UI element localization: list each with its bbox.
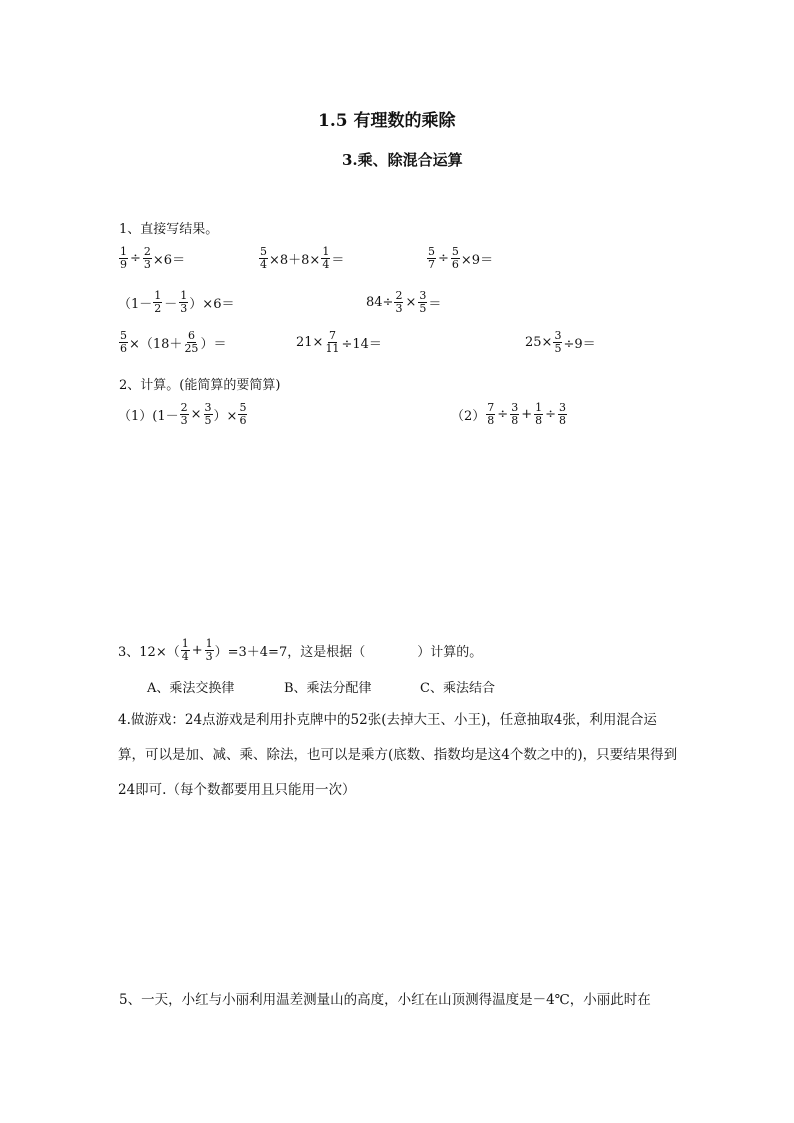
fraction: $\frac{1}{3}$ (205, 637, 213, 663)
fraction: $\frac{3}{8}$ (511, 401, 519, 427)
fraction: $\frac{3}{8}$ (559, 401, 566, 427)
page-title: 1.5 有理数的乘除 (318, 111, 456, 131)
q2-part2: （2） $\frac{7}{8}$ ÷ $\frac{3}{8}$ + $\frac{1}{8}$ ÷ $\frac{3}{8}$ (451, 401, 566, 427)
q1-row1-item-a: $\frac{1}{9}$ ÷ $\frac{2}{3}$ ×6＝ (120, 245, 186, 271)
fraction: $\frac{3}{5}$ (419, 289, 427, 315)
q1-row1-item-c: $\frac{5}{7}$ ÷ $\frac{5}{6}$ ×9＝ (428, 245, 494, 271)
fraction: $\frac{2}{3}$ (395, 289, 403, 315)
fraction: $\frac{2}{3}$ (180, 401, 188, 427)
q5-text: 5、一天，小红与小丽利用温差测量山的高度，小红在山顶测得温度是－4℃，小丽此时在 (119, 992, 651, 1008)
q2-part1: （1）(1－ $\frac{2}{3}$ × $\frac{3}{5}$ ）× $\frac{5}{6}$ (118, 401, 247, 427)
q4-text: 4.做游戏：24点游戏是利用扑克牌中的52张(去掉大王、小王)，任意抽取4张，利用混合运算，可以是加、减、乘、除法，也可以是乘方(底数、指数均是这4个数之中的)，只要结果得到24即可.（每个数都要用且只能用一次） (118, 712, 678, 798)
fraction: $\frac{1}{8}$ (535, 401, 543, 427)
q1-row3-item-b: 21× $\frac{7}{11}$ ÷14＝ (296, 329, 382, 355)
fraction: $\frac{1}{2}$ (154, 289, 162, 315)
q1-row3-item-c: 25× $\frac{3}{5}$ ÷9＝ (525, 329, 596, 355)
fraction: $\frac{2}{3}$ (143, 245, 151, 271)
fraction: $\frac{5}{7}$ (428, 245, 435, 271)
q3-question: 3、12×（ $\frac{1}{4}$ + $\frac{1}{3}$ ）=3＋4=7，这是根据（ ）计算的。 (118, 637, 483, 663)
fraction: $\frac{1}{9}$ (120, 245, 127, 271)
section-subtitle: 3.乘、除混合运算 (342, 151, 463, 169)
fraction: $\frac{6}{25}$ (184, 329, 199, 355)
q3-option-b: B、乘法分配律 (284, 681, 372, 696)
q3-option-a: A、乘法交换律 (147, 681, 235, 696)
fraction: $\frac{5}{6}$ (120, 329, 127, 355)
fraction: $\frac{1}{4}$ (181, 637, 189, 663)
q2-heading: 2、计算。(能简算的要简算) (119, 378, 281, 393)
q1-row3-item-a: $\frac{5}{6}$ ×（18＋ $\frac{6}{25}$ ）＝ (120, 329, 227, 355)
fraction: $\frac{1}{4}$ (322, 245, 330, 271)
fraction: $\frac{3}{5}$ (554, 329, 562, 355)
q1-row2-item-a: （1－ $\frac{1}{2}$ － $\frac{1}{3}$ ）×6＝ (118, 289, 235, 315)
fraction: $\frac{1}{3}$ (180, 289, 188, 315)
fraction: $\frac{7}{11}$ (325, 329, 340, 355)
fraction: $\frac{7}{8}$ (487, 401, 495, 427)
fraction: $\frac{5}{6}$ (451, 245, 459, 271)
fraction: $\frac{5}{4}$ (260, 245, 267, 271)
q1-heading: 1、直接写结果。 (119, 222, 219, 237)
q1-row1-item-b: $\frac{5}{4}$ ×8＋8× $\frac{1}{4}$ ＝ (260, 245, 345, 271)
fraction: $\frac{3}{5}$ (204, 401, 212, 427)
q3-option-c: C、乘法结合 (420, 681, 495, 696)
fraction: $\frac{5}{6}$ (239, 401, 247, 427)
q1-row2-item-b: 84÷ $\frac{2}{3}$ × $\frac{3}{5}$ ＝ (366, 289, 442, 315)
